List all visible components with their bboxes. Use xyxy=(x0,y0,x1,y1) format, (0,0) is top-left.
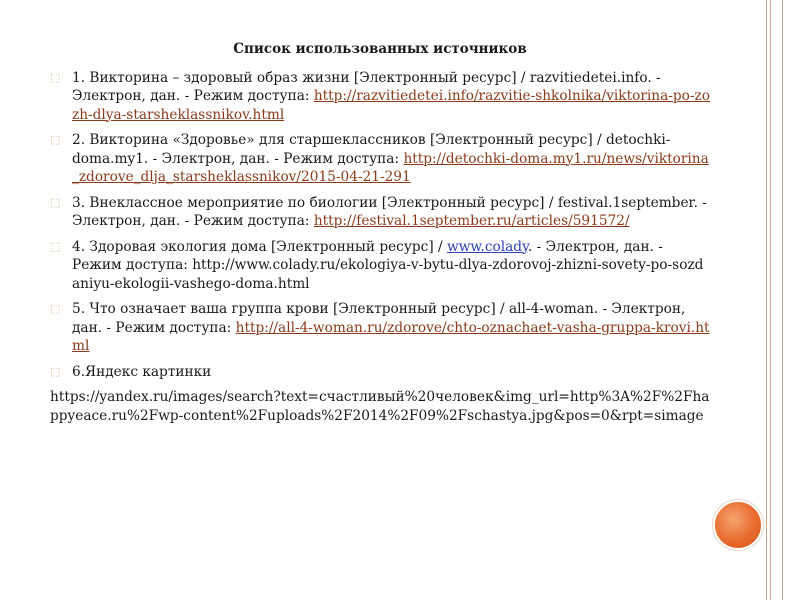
source-link[interactable]: http://festival.1september.ru/articles/591572/ xyxy=(313,213,630,229)
bullet-icon: ⬚ xyxy=(50,133,61,146)
item-description: 4. Здоровая экология дома [Электронный ресурс] / xyxy=(72,238,447,255)
item-text xyxy=(72,238,710,294)
list-item xyxy=(50,300,710,356)
border-line-2 xyxy=(770,0,771,600)
list-item xyxy=(50,69,710,125)
bullet-icon: ⬚ xyxy=(50,302,61,315)
source-link[interactable]: http://razvitiedetei.info/razvitie-shkolnika/viktorina-po-zozh-dlya-starsheklassnikov.html xyxy=(72,88,710,123)
list-item xyxy=(50,194,710,231)
item-text xyxy=(72,131,710,187)
decorative-circle xyxy=(713,500,763,550)
bullet-icon: ⬚ xyxy=(50,195,61,209)
list-item xyxy=(50,131,710,187)
border-line-1 xyxy=(766,0,767,600)
item-text xyxy=(72,300,710,356)
item-description: 3. Внеклассное мероприятие по биологии [Электронный ресурс] / festival.1september. - Электрон, дан. - Режим доступа: xyxy=(72,194,707,229)
bullet-icon: ⬚ xyxy=(50,239,61,253)
item-description-cont: . - Электрон, дан. - Режим доступа: xyxy=(72,238,663,273)
item-text xyxy=(72,69,710,125)
source-url-text: http://www.colady.ru/ekologiya-v-bytu-dlya-zdorovoj-zhizni-sovety-po-sozdaniyu-ekologii-vashego-doma.html xyxy=(72,257,704,292)
yandex-url-text: https://yandex.ru/images/search?text=счастливый%20человек&img_url=http%3A%2F%2Fhappyeace.ru%2Fwp-content%2Fuploads%2F2014%2F09%2Fschastya.jpg&pos=0&rpt=simage xyxy=(50,389,710,424)
colady-link[interactable]: www.colady xyxy=(446,238,528,255)
border-line-3 xyxy=(782,0,783,600)
source-link[interactable]: http://all-4-woman.ru/zdorove/chto-oznachaet-vasha-gruppa-krovi.html xyxy=(72,319,710,354)
slide-content xyxy=(50,40,710,425)
list-item xyxy=(50,238,710,294)
bullet-icon: ⬚ xyxy=(50,364,61,378)
item-description: 1. Викторина – здоровый образ жизни [Электронный ресурс] / razvitiedetei.info. - Электрон, дан. - Режим доступа: xyxy=(72,69,661,104)
list-item xyxy=(50,363,710,382)
bullet-icon: ⬚ xyxy=(50,70,61,84)
item-text xyxy=(72,194,710,231)
page-title: Список использованных источников xyxy=(233,41,527,57)
item-description: 2. Викторина «Здоровье» для старшеклассников [Электронный ресурс] / detochki-doma.my1. - Электрон, дан. - Режим доступа: xyxy=(72,132,671,167)
item-description: 6.Яндекс картинки xyxy=(72,363,212,380)
item-description: 5. Что означает ваша группа крови [Электронный ресурс] / all-4-woman. - Электрон, дан. - Режим доступа: xyxy=(72,301,686,336)
source-link[interactable]: http://detochki-doma.my1.ru/news/viktorina_zdorove_dlja_starsheklassnikov/2015-04-21-291 xyxy=(72,150,709,185)
